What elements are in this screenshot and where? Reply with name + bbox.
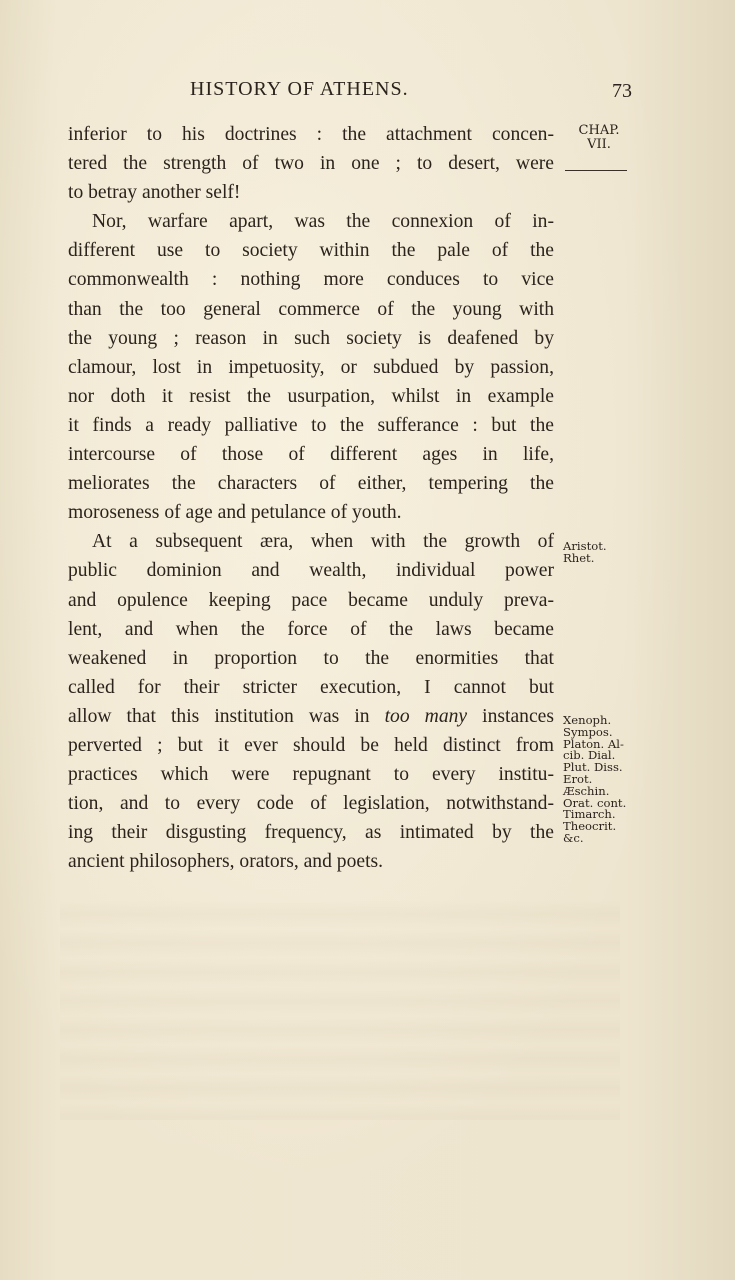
text-line: public dominion and wealth, individual power [68, 560, 554, 582]
margin-note-line: Æschin. [563, 783, 610, 798]
text-line: ancient philosophers, orators, and poets. [68, 851, 384, 873]
text-line: nor doth it resist the usurpation, whilst in example [68, 385, 554, 407]
text-line: lent, and when the force of the laws became [68, 618, 554, 640]
text-line: meliorates the characters of either, tempering the [68, 473, 554, 495]
text-line: commonwealth : nothing more conduces to vice [68, 269, 554, 291]
text-line: perverted ; but it ever should be held distinct from [68, 734, 554, 756]
text-line: the young ; reason in such society is deafened by [68, 327, 554, 349]
text-line-with-italic [68, 702, 554, 731]
show-through-texture [60, 900, 620, 1120]
text-line: moroseness of age and petulance of youth. [68, 502, 402, 524]
margin-note-line: Aristot. [563, 539, 607, 553]
text-line: different use to society within the pale of the [68, 240, 554, 262]
running-head: HISTORY OF ATHENS. [190, 78, 409, 100]
italic-phrase: too many [384, 705, 468, 727]
text-line: ing their disgusting frequency, as intimated by the [68, 822, 554, 844]
margin-note-line: &c. [563, 830, 584, 845]
text-line: weakened in proportion to the enormities that [68, 647, 554, 669]
text-segment: instances [467, 705, 554, 727]
text-line: it finds a ready palliative to the sufferance : but the [68, 414, 554, 436]
text-line: intercourse of those of different ages in life, [68, 444, 554, 466]
margin-note-line: Rhet. [563, 550, 595, 565]
margin-note-aristotle [563, 541, 607, 565]
text-line: clamour, lost in impetuosity, or subdued by passion, [68, 356, 554, 378]
text-line: At a subsequent æra, when with the growth of [92, 531, 554, 553]
page-number: 73 [612, 80, 632, 102]
text-line: and opulence keeping pace became unduly preva- [68, 589, 554, 611]
margin-note-line: Plut. Diss. [563, 760, 623, 775]
margin-note-line: Platon. Al- [563, 736, 624, 751]
body-text [68, 120, 554, 876]
text-line: inferior to his doctrines : the attachment concen- [68, 124, 554, 145]
text-line: practices which were repugnant to every institu- [68, 764, 554, 786]
text-segment: allow that this institution was in [68, 705, 385, 727]
margin-note-line: cib. Dial. [563, 748, 616, 763]
text-line: called for their stricter execution, I cannot but [68, 676, 554, 698]
margin-note-line: Theocrit. [563, 819, 617, 834]
margin-note-line: Xenoph. [563, 713, 612, 727]
margin-note-line: Erot. [563, 771, 593, 786]
margin-note-line: Timarch. [563, 807, 616, 822]
text-line: Nor, warfare apart, was the connexion of in- [92, 211, 554, 233]
margin-note-sources [563, 715, 626, 845]
chapter-marker [572, 124, 626, 152]
margin-note-line: Sympos. [563, 724, 613, 739]
chapter-label: CHAP. [578, 123, 620, 138]
chapter-number: VII. [587, 137, 611, 152]
text-line: to betray another self! [68, 182, 241, 204]
margin-note-line: Orat. cont. [563, 795, 627, 810]
text-line: tered the strength of two in one ; to desert, were [68, 153, 554, 175]
text-line: tion, and to every code of legislation, notwithstand- [68, 793, 554, 815]
text-line: than the too general commerce of the young with [68, 298, 554, 320]
chapter-rule [565, 170, 627, 171]
